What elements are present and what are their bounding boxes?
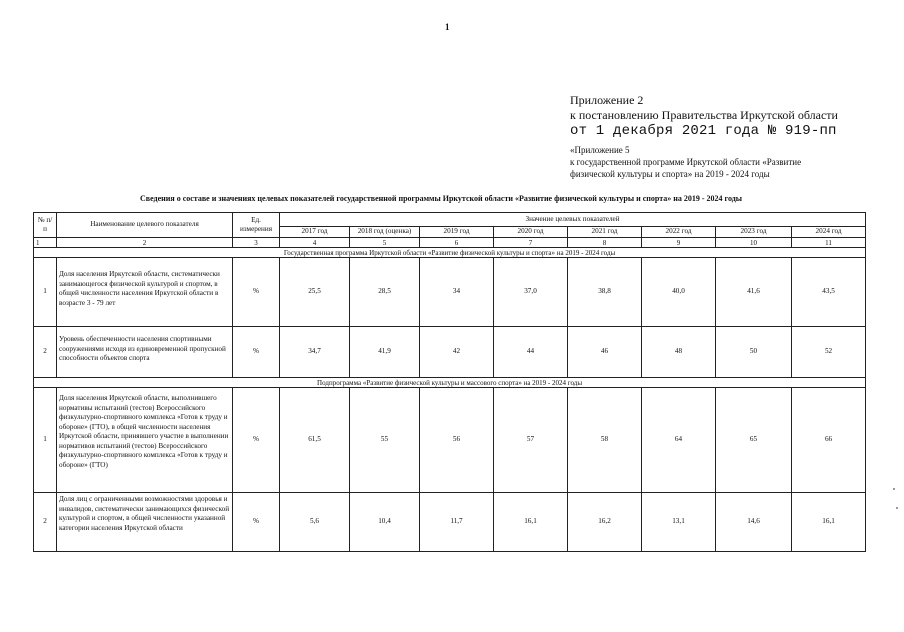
row-value: 25,5 <box>280 258 350 327</box>
row-value: 48 <box>642 327 716 378</box>
row-value: 10,4 <box>350 493 420 552</box>
indicators-table <box>33 212 866 552</box>
header-year: 2023 год <box>716 227 792 238</box>
column-number: 4 <box>280 238 350 248</box>
row-value: 16,1 <box>792 493 866 552</box>
row-value: 66 <box>792 388 866 493</box>
row-name: Доля лиц с ограниченными возможностями здоровья и инвалидов, систематически занимающихся физической культурой и спортом, в общей численности указанной категории населения Иркутской области <box>57 493 233 552</box>
row-value: 41,9 <box>350 327 420 378</box>
row-value: 55 <box>350 388 420 493</box>
document-title: Сведения о составе и значениях целевых показателей государственной программы Иркутской области «Развитие физической культуры и спорта» на 2019 - 2024 годы <box>140 194 743 203</box>
row-unit: % <box>233 258 280 327</box>
column-number: 8 <box>568 238 642 248</box>
row-num: 2 <box>34 327 57 378</box>
section-row-program <box>34 248 866 258</box>
annex-line-1: Приложение 2 <box>570 93 644 107</box>
row-value: 58 <box>568 388 642 493</box>
row-unit: % <box>233 493 280 552</box>
column-number: 1 <box>34 238 57 248</box>
row-value: 37,0 <box>494 258 568 327</box>
column-number: 3 <box>233 238 280 248</box>
section-title-program: Государственная программа Иркутской области «Развитие физической культуры и спорта» на 2019 - 2024 годы <box>34 248 866 258</box>
table-row <box>34 327 866 378</box>
scan-speck <box>896 507 898 509</box>
row-num: 2 <box>34 493 57 552</box>
header-year: 2021 год <box>568 227 642 238</box>
header-values-group: Значение целевых показателей <box>280 213 866 227</box>
row-value: 16,1 <box>494 493 568 552</box>
column-number: 6 <box>420 238 494 248</box>
column-number: 11 <box>792 238 866 248</box>
row-value: 56 <box>420 388 494 493</box>
row-value: 34,7 <box>280 327 350 378</box>
row-value: 13,1 <box>642 493 716 552</box>
row-unit: % <box>233 388 280 493</box>
annex5-line-2: к государственной программе Иркутской области «Развитие <box>570 157 802 167</box>
header-year: 2018 год (оценка) <box>350 227 420 238</box>
row-unit: % <box>233 327 280 378</box>
header-year: 2022 год <box>642 227 716 238</box>
row-value: 43,5 <box>792 258 866 327</box>
header-name: Наименование целевого показателя <box>57 213 233 238</box>
header-year: 2020 год <box>494 227 568 238</box>
row-value: 42 <box>420 327 494 378</box>
table-row <box>34 493 866 552</box>
row-value: 41,6 <box>716 258 792 327</box>
annex-block <box>570 93 838 139</box>
header-year: 2024 год <box>792 227 866 238</box>
row-value: 46 <box>568 327 642 378</box>
row-value: 65 <box>716 388 792 493</box>
column-number: 10 <box>716 238 792 248</box>
column-number: 9 <box>642 238 716 248</box>
row-value: 52 <box>792 327 866 378</box>
column-number: 7 <box>494 238 568 248</box>
row-value: 64 <box>642 388 716 493</box>
table-row <box>34 388 866 493</box>
row-name: Доля населения Иркутской области, систематически занимающегося физической культурой и спортом, в общей численности населения Иркутской области в возрасте 3 - 79 лет <box>57 258 233 327</box>
row-name: Уровень обеспеченности населения спортивными сооружениями исходя из единовременной пропускной способности объектов спорта <box>57 327 233 378</box>
row-value: 50 <box>716 327 792 378</box>
column-number-row <box>34 238 866 248</box>
header-row-group <box>34 213 866 227</box>
row-value: 14,6 <box>716 493 792 552</box>
section-row-subprogram <box>34 378 866 388</box>
annex5-line-1: «Приложение 5 <box>570 145 630 155</box>
row-value: 57 <box>494 388 568 493</box>
row-value: 28,5 <box>350 258 420 327</box>
row-value: 5,6 <box>280 493 350 552</box>
row-value: 34 <box>420 258 494 327</box>
scan-speck <box>893 488 895 490</box>
annex5-line-3: физической культуры и спорта» на 2019 - 2024 годы <box>570 169 770 179</box>
annex5-block <box>570 144 840 180</box>
table-row <box>34 258 866 327</box>
column-number: 5 <box>350 238 420 248</box>
row-value: 44 <box>494 327 568 378</box>
column-number: 2 <box>57 238 233 248</box>
row-num: 1 <box>34 388 57 493</box>
row-num: 1 <box>34 258 57 327</box>
row-value: 61,5 <box>280 388 350 493</box>
section-title-subprogram: Подпрограмма «Развитие физической культуры и массового спорта» на 2019 - 2024 годы <box>34 378 866 388</box>
header-num: № п/п <box>34 213 57 238</box>
header-year: 2019 год <box>420 227 494 238</box>
header-unit: Ед. измерения <box>233 213 280 238</box>
page-number: 1 <box>445 22 450 32</box>
row-value: 16,2 <box>568 493 642 552</box>
header-year: 2017 год <box>280 227 350 238</box>
row-value: 40,0 <box>642 258 716 327</box>
row-name: Доля населения Иркутской области, выполнившего нормативы испытаний (тестов) Всероссийского физкультурно-спортивного комплекса «Готов к труду и обороне» (ГТО), в общей численности населения Иркутской области, принявшего участие в выполнении нормативов испытаний (тестов) Всероссийского физкультурно-спортивного комплекса «Готов к труду и обороне» (ГТО) <box>57 388 233 493</box>
annex-line-2: к постановлению Правительства Иркутской области <box>570 108 838 122</box>
annex-decree-date: от 1 декабря 2021 года № 919-пп <box>570 123 837 139</box>
row-value: 38,8 <box>568 258 642 327</box>
row-value: 11,7 <box>420 493 494 552</box>
